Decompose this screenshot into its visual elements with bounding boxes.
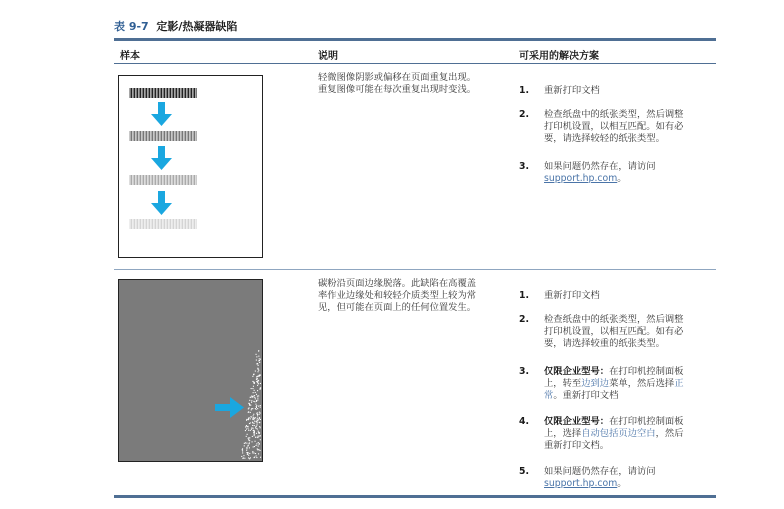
step-text: 检查纸盘中的纸张类型，然后调整: [544, 109, 684, 120]
toner-speckle: [256, 433, 257, 434]
step-number: 2.: [519, 109, 530, 120]
toner-speckle: [259, 412, 260, 413]
toner-speckle: [253, 392, 254, 393]
toner-speckle: [257, 380, 258, 381]
toner-speckle: [249, 400, 250, 401]
toner-speckle: [260, 407, 261, 408]
toner-speckle: [252, 452, 253, 453]
step-text: 上，选择: [544, 428, 582, 439]
toner-speckle: [256, 426, 257, 427]
toner-speckle: [254, 434, 255, 435]
sample-image-repeat-defect: [118, 75, 263, 258]
edge-toner-loss-illustration: [119, 280, 263, 462]
toner-speckle: [245, 442, 246, 443]
sample-image-edge-toner-loss: [118, 279, 263, 462]
toner-speckle: [256, 376, 257, 377]
toner-speckle: [248, 437, 249, 438]
toner-speckle: [255, 392, 256, 393]
toner-speckle: [258, 419, 259, 420]
toner-speckle: [252, 376, 253, 377]
toner-speckle: [254, 397, 255, 398]
toner-speckle: [258, 432, 259, 433]
toner-speckle: [255, 437, 256, 438]
toner-speckle: [254, 435, 255, 436]
toner-speckle: [254, 401, 255, 402]
toner-speckle: [258, 449, 259, 450]
toner-speckle: [256, 445, 257, 446]
toner-speckle: [257, 398, 258, 399]
toner-speckle: [253, 446, 254, 447]
toner-speckle: [257, 418, 258, 419]
toner-speckle: [255, 408, 256, 409]
toner-speckle: [260, 359, 261, 360]
description-line: 率作业边缘处和较轻介质类型上较为常: [318, 290, 477, 301]
toner-speckle: [257, 437, 258, 438]
toner-speckle: [258, 442, 259, 443]
arrow-down-icon: [151, 191, 172, 215]
toner-speckle: [254, 446, 255, 447]
toner-speckle: [258, 370, 259, 371]
toner-speckle: [259, 375, 260, 376]
link-suffix: 。: [617, 173, 627, 184]
toner-speckle: [256, 378, 257, 379]
toner-speckle: [258, 356, 259, 357]
toner-speckle: [252, 422, 253, 423]
toner-speckle: [251, 427, 252, 428]
step-text: 在打印机控制面板: [609, 366, 684, 377]
toner-speckle: [257, 412, 258, 413]
toner-speckle: [254, 421, 255, 422]
toner-speckle: [255, 398, 256, 399]
toner-speckle: [257, 390, 258, 391]
toner-speckle: [246, 429, 247, 430]
toner-speckle: [259, 422, 260, 423]
toner-speckle: [253, 430, 254, 431]
step-number: 1.: [519, 85, 530, 96]
toner-speckle: [248, 430, 249, 431]
toner-speckle: [248, 419, 249, 420]
toner-speckle: [246, 450, 247, 451]
toner-speckle: [254, 453, 255, 454]
toner-speckle: [258, 368, 259, 369]
table-number: 表 9-7: [114, 20, 149, 33]
toner-speckle: [250, 457, 251, 458]
toner-speckle: [254, 418, 255, 419]
toner-speckle: [254, 383, 255, 384]
step-text: 要，请选择较重的纸张类型。: [544, 338, 665, 349]
toner-speckle: [251, 400, 252, 401]
toner-speckle: [257, 415, 258, 416]
toner-speckle: [252, 436, 253, 437]
toner-speckle: [255, 453, 256, 454]
toner-speckle: [258, 431, 259, 432]
toner-speckle: [246, 448, 247, 449]
toner-speckle: [258, 350, 259, 351]
toner-speckle: [246, 447, 247, 448]
toner-speckle: [259, 426, 260, 427]
toner-speckle: [243, 455, 244, 456]
toner-speckle: [257, 422, 258, 423]
step-text: 如果问题仍然存在，请访问: [544, 161, 656, 172]
toner-speckle: [252, 418, 253, 419]
toner-speckle: [254, 425, 255, 426]
menu-name-edge-to-edge[interactable]: 边到边: [581, 378, 610, 389]
step-text: 。重新打印文档: [553, 390, 619, 401]
step-text: 重新打印文档: [544, 290, 600, 301]
toner-speckle: [258, 406, 259, 407]
toner-speckle: [249, 423, 250, 424]
toner-speckle: [260, 457, 261, 458]
toner-speckle: [259, 360, 260, 361]
toner-speckle: [255, 441, 256, 442]
toner-speckle: [256, 457, 257, 458]
menu-option-auto-include-margins[interactable]: 自动包括页边空白: [581, 428, 656, 439]
toner-speckle: [246, 436, 247, 437]
toner-speckle: [252, 441, 253, 442]
barcode-repeat-1: [129, 131, 197, 141]
toner-speckle: [255, 404, 256, 405]
toner-speckle: [256, 360, 257, 361]
toner-speckles: [241, 350, 261, 459]
toner-speckle: [252, 388, 253, 389]
menu-option-normal[interactable]: 正: [674, 378, 684, 389]
toner-speckle: [248, 403, 249, 404]
toner-speckle: [260, 427, 261, 428]
toner-speckle: [256, 354, 257, 355]
step-text: 如果问题仍然存在，请访问: [544, 466, 656, 477]
toner-speckle: [248, 455, 249, 456]
step-bold-label: 仅限企业型号：: [544, 366, 610, 377]
toner-speckle: [259, 436, 260, 437]
toner-speckle: [250, 418, 251, 419]
toner-speckle: [256, 455, 257, 456]
step-text: 检查纸盘中的纸张类型，然后调整: [544, 314, 684, 325]
toner-speckle: [253, 414, 254, 415]
toner-speckle: [258, 365, 259, 366]
toner-speckle: [248, 428, 249, 429]
toner-speckle: [253, 401, 254, 402]
step-number: 5.: [519, 466, 530, 477]
toner-speckle: [253, 374, 254, 375]
step-text: ，然后: [655, 428, 684, 439]
toner-speckle: [259, 444, 260, 445]
toner-speckle: [257, 448, 258, 449]
toner-speckle: [260, 439, 261, 440]
toner-speckle: [255, 371, 256, 372]
toner-speckle: [257, 363, 258, 364]
toner-speckle: [245, 426, 246, 427]
toner-speckle: [251, 409, 252, 410]
arrow-down-icon: [151, 102, 172, 126]
toner-speckle: [248, 439, 249, 440]
toner-speckle: [249, 453, 250, 454]
repeat-defect-illustration: [119, 76, 264, 259]
toner-speckle: [249, 437, 250, 438]
toner-speckle: [256, 421, 257, 422]
row-divider: [114, 269, 716, 270]
link-suffix: 。: [617, 478, 627, 489]
arrow-right-icon: [215, 397, 244, 418]
toner-speckle: [244, 458, 245, 459]
step-text: 要，请选择较轻的纸张类型。: [544, 133, 665, 144]
toner-speckle: [256, 407, 257, 408]
toner-speckle: [258, 436, 259, 437]
toner-speckle: [258, 395, 259, 396]
toner-speckle: [254, 390, 255, 391]
description-line: 碳粉沿页面边缘脱落。此缺陷在高覆盖: [318, 278, 477, 289]
toner-speckle: [256, 401, 257, 402]
toner-speckle: [246, 443, 247, 444]
toner-speckle: [255, 417, 256, 418]
step-number: 4.: [519, 416, 530, 427]
toner-speckle: [252, 381, 253, 382]
barcode-repeat-3: [129, 219, 197, 229]
toner-speckle: [249, 442, 250, 443]
toner-speckle: [251, 408, 252, 409]
column-header-sample: 样本: [120, 51, 140, 62]
toner-speckle: [257, 400, 258, 401]
toner-speckle: [250, 416, 251, 417]
toner-speckle: [260, 450, 261, 451]
toner-speckle: [248, 445, 249, 446]
step-text: 打印机设置，以相互匹配。如有必: [544, 326, 684, 337]
step-bold-label: 仅限企业型号：: [544, 416, 610, 427]
toner-speckle: [260, 383, 261, 384]
toner-speckle: [248, 411, 249, 412]
toner-speckle: [259, 358, 260, 359]
toner-speckle: [258, 453, 259, 454]
toner-speckle: [257, 396, 258, 397]
toner-speckle: [252, 397, 253, 398]
column-header-description: 说明: [318, 51, 338, 62]
toner-speckle: [257, 381, 258, 382]
toner-speckle: [248, 457, 249, 458]
step-number: 2.: [519, 314, 530, 325]
description-line: 见，但可能在页面上的任何位置发生。: [318, 302, 477, 313]
toner-speckle: [256, 356, 257, 357]
toner-speckle: [256, 405, 257, 406]
toner-speckle: [253, 415, 254, 416]
toner-speckle: [257, 385, 258, 386]
toner-speckle: [242, 448, 243, 449]
toner-speckle: [250, 430, 251, 431]
toner-speckle: [248, 418, 249, 419]
toner-speckle: [253, 419, 254, 420]
row2-description: [318, 278, 503, 314]
support-link[interactable]: support.hp.com: [544, 478, 618, 489]
table-bottom-rule: [114, 495, 716, 498]
toner-speckle: [256, 443, 257, 444]
barcode-repeat-2: [129, 175, 197, 185]
step-text: 上，转至: [544, 378, 582, 389]
toner-speckle: [252, 425, 253, 426]
table-title: [114, 18, 237, 34]
toner-speckle: [250, 412, 251, 413]
step-text: 重新打印文档。: [544, 440, 610, 451]
toner-speckle: [251, 388, 252, 389]
toner-speckle: [256, 428, 257, 429]
toner-speckle: [260, 389, 261, 390]
toner-speckle: [248, 426, 249, 427]
toner-speckle: [252, 451, 253, 452]
column-header-solutions: 可采用的解决方案: [519, 51, 599, 62]
header-rule: [114, 63, 716, 64]
toner-speckle: [253, 432, 254, 433]
toner-speckle: [259, 417, 260, 418]
barcode-original: [129, 88, 197, 98]
toner-speckle: [259, 362, 260, 363]
toner-speckle: [260, 419, 261, 420]
toner-speckle: [247, 454, 248, 455]
toner-speckle: [248, 452, 249, 453]
step-text: 在打印机控制面板: [609, 416, 684, 427]
toner-speckle: [257, 408, 258, 409]
toner-speckle: [247, 434, 248, 435]
toner-speckle: [249, 417, 250, 418]
description-line: 重复图像可能在每次重复出现时变浅。: [318, 84, 477, 95]
step-number: 1.: [519, 290, 530, 301]
toner-speckle: [253, 428, 254, 429]
toner-speckle: [251, 402, 252, 403]
table-title-text: 定影/热凝器缺陷: [156, 20, 238, 33]
toner-speckle: [260, 388, 261, 389]
toner-speckle: [249, 447, 250, 448]
toner-speckle: [260, 405, 261, 406]
step-text: 重新打印文档: [544, 85, 600, 96]
toner-speckle: [245, 430, 246, 431]
toner-speckle: [254, 457, 255, 458]
step-number: 3.: [519, 366, 530, 377]
toner-speckle: [259, 414, 260, 415]
toner-speckle: [257, 382, 258, 383]
toner-speckle: [246, 425, 247, 426]
step-number: 3.: [519, 161, 530, 172]
menu-option-normal[interactable]: 常: [544, 390, 554, 401]
toner-speckle: [242, 450, 243, 451]
toner-speckle: [256, 394, 257, 395]
toner-speckle: [258, 446, 259, 447]
support-link[interactable]: support.hp.com: [544, 173, 618, 184]
step-text: 打印机设置，以相互匹配。如有必: [544, 121, 684, 132]
toner-speckle: [251, 429, 252, 430]
toner-speckle: [257, 420, 258, 421]
step-text: 菜单，然后选择: [609, 378, 675, 389]
toner-speckle: [258, 371, 259, 372]
toner-speckle: [254, 395, 255, 396]
toner-speckle: [249, 405, 250, 406]
toner-speckle: [254, 423, 255, 424]
toner-speckle: [252, 408, 253, 409]
toner-speckle: [257, 429, 258, 430]
toner-speckle: [242, 452, 243, 453]
toner-speckle: [260, 435, 261, 436]
toner-speckle: [244, 445, 245, 446]
table-header: [114, 41, 716, 63]
toner-speckle: [250, 397, 251, 398]
row1-description: [318, 72, 503, 96]
toner-speckle: [246, 426, 247, 427]
arrow-down-icon: [151, 146, 172, 170]
toner-speckle: [242, 458, 243, 459]
toner-speckle: [257, 424, 258, 425]
toner-speckle: [253, 386, 254, 387]
description-line: 轻微图像阴影或偏移在页面重复出现。: [318, 72, 477, 83]
toner-speckle: [246, 420, 247, 421]
toner-speckle: [244, 443, 245, 444]
toner-speckle: [241, 456, 242, 457]
toner-speckle: [250, 405, 251, 406]
toner-speckle: [248, 408, 249, 409]
